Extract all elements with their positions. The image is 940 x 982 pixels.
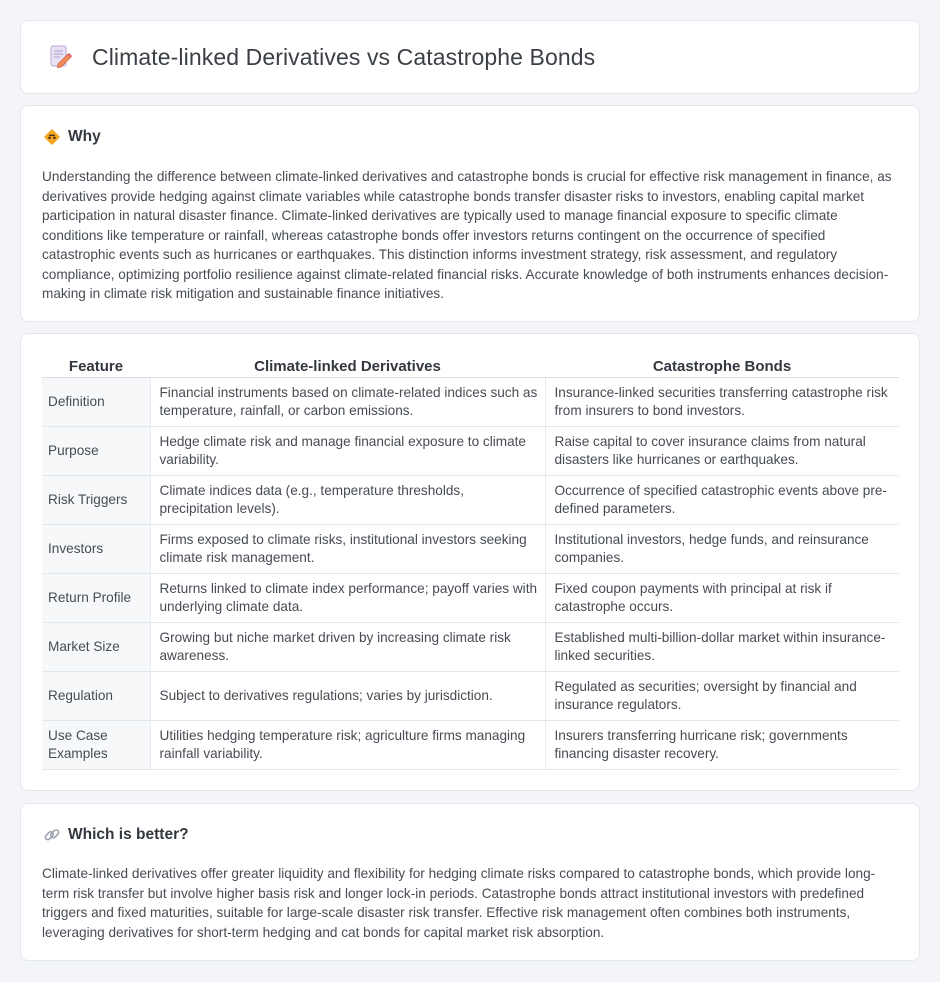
link-icon (43, 826, 61, 844)
table-row (42, 671, 899, 720)
derivatives-cell: Returns linked to climate index performance; payoff varies with underlying climate data. (150, 573, 545, 622)
why-text: Understanding the difference between climate-linked derivatives and catastrophe bonds is crucial for effective risk management in finance, as derivatives provide hedging against climate variables while catastrophe bonds transfer disaster risks to investors, enabling capital market participation in natural disaster finance. Climate-linked derivatives are typically used to manage financial exposure to specific climate conditions like temperature or rainfall, whereas catastrophe bonds offer investors returns contingent on the occurrence of specified catastrophic events such as hurricanes or earthquakes. This distinction informs investment strategy, risk assessment, and regulatory compliance, optimizing portfolio resilience against climate-related financial risks. Accurate knowledge of both instruments enhances decision-making in climate risk mitigation and sustainable finance initiatives. (42, 169, 892, 301)
table-row (42, 524, 899, 573)
better-section (20, 803, 920, 961)
table-header-row (42, 356, 899, 377)
bonds-cell: Established multi-billion-dollar market within insurance-linked securities. (545, 622, 899, 671)
derivatives-cell: Subject to derivatives regulations; varies by jurisdiction. (150, 671, 545, 720)
header-derivatives: Climate-linked Derivatives (150, 356, 545, 377)
bonds-cell: Regulated as securities; oversight by financial and insurance regulators. (545, 671, 899, 720)
why-section (20, 105, 920, 322)
derivatives-cell: Firms exposed to climate risks, institutional investors seeking climate risk management. (150, 524, 545, 573)
derivatives-cell: Climate indices data (e.g., temperature thresholds, precipitation levels). (150, 475, 545, 524)
bonds-cell: Occurrence of specified catastrophic events above pre-defined parameters. (545, 475, 899, 524)
bonds-cell: Insurance-linked securities transferring catastrophe risk from insurers to bond investors. (545, 377, 899, 426)
table-row (42, 573, 899, 622)
better-title: Which is better? (68, 826, 189, 843)
feature-cell: Use Case Examples (42, 720, 150, 769)
better-text: Climate-linked derivatives offer greater liquidity and flexibility for hedging climate risks compared to catastrophe bonds, which provide long-term risk transfer but involve higher basis risk and longer lock-in periods. Catastrophe bonds attract institutional investors with predefined triggers and fixed maturities, suitable for large-scale disaster risk transfer. Effective risk management often combines both instruments, leveraging derivatives for short-term hedging and cat bonds for capital market risk absorption. (42, 866, 876, 940)
table-row (42, 426, 899, 475)
why-heading (43, 128, 101, 146)
page-title: Climate-linked Derivatives vs Catastrophe Bonds (92, 43, 596, 70)
feature-cell: Regulation (42, 671, 150, 720)
table-row (42, 622, 899, 671)
bonds-cell: Insurers transferring hurricane risk; governments financing disaster recovery. (545, 720, 899, 769)
header-bonds: Catastrophe Bonds (545, 356, 899, 377)
header-card (20, 20, 920, 94)
feature-cell: Risk Triggers (42, 475, 150, 524)
derivatives-cell: Financial instruments based on climate-related indices such as temperature, rainfall, or carbon emissions. (150, 377, 545, 426)
feature-cell: Investors (42, 524, 150, 573)
header-feature: Feature (42, 356, 150, 377)
derivatives-cell: Growing but niche market driven by increasing climate risk awareness. (150, 622, 545, 671)
comparison-table (42, 356, 899, 770)
bonds-cell: Institutional investors, hedge funds, and reinsurance companies. (545, 524, 899, 573)
table-row (42, 377, 899, 426)
table-row (42, 475, 899, 524)
table-row (42, 720, 899, 769)
feature-cell: Definition (42, 377, 150, 426)
comparison-section (20, 333, 920, 791)
document-pencil-icon (46, 43, 74, 71)
feature-cell: Return Profile (42, 573, 150, 622)
derivatives-cell: Hedge climate risk and manage financial exposure to climate variability. (150, 426, 545, 475)
bonds-cell: Raise capital to cover insurance claims from natural disasters like hurricanes or earthquakes. (545, 426, 899, 475)
title-row (46, 43, 595, 71)
derivatives-cell: Utilities hedging temperature risk; agriculture firms managing rainfall variability. (150, 720, 545, 769)
feature-cell: Purpose (42, 426, 150, 475)
why-title: Why (68, 128, 101, 145)
road-sign-icon (43, 128, 61, 146)
better-heading (43, 826, 189, 844)
bonds-cell: Fixed coupon payments with principal at risk if catastrophe occurs. (545, 573, 899, 622)
feature-cell: Market Size (42, 622, 150, 671)
